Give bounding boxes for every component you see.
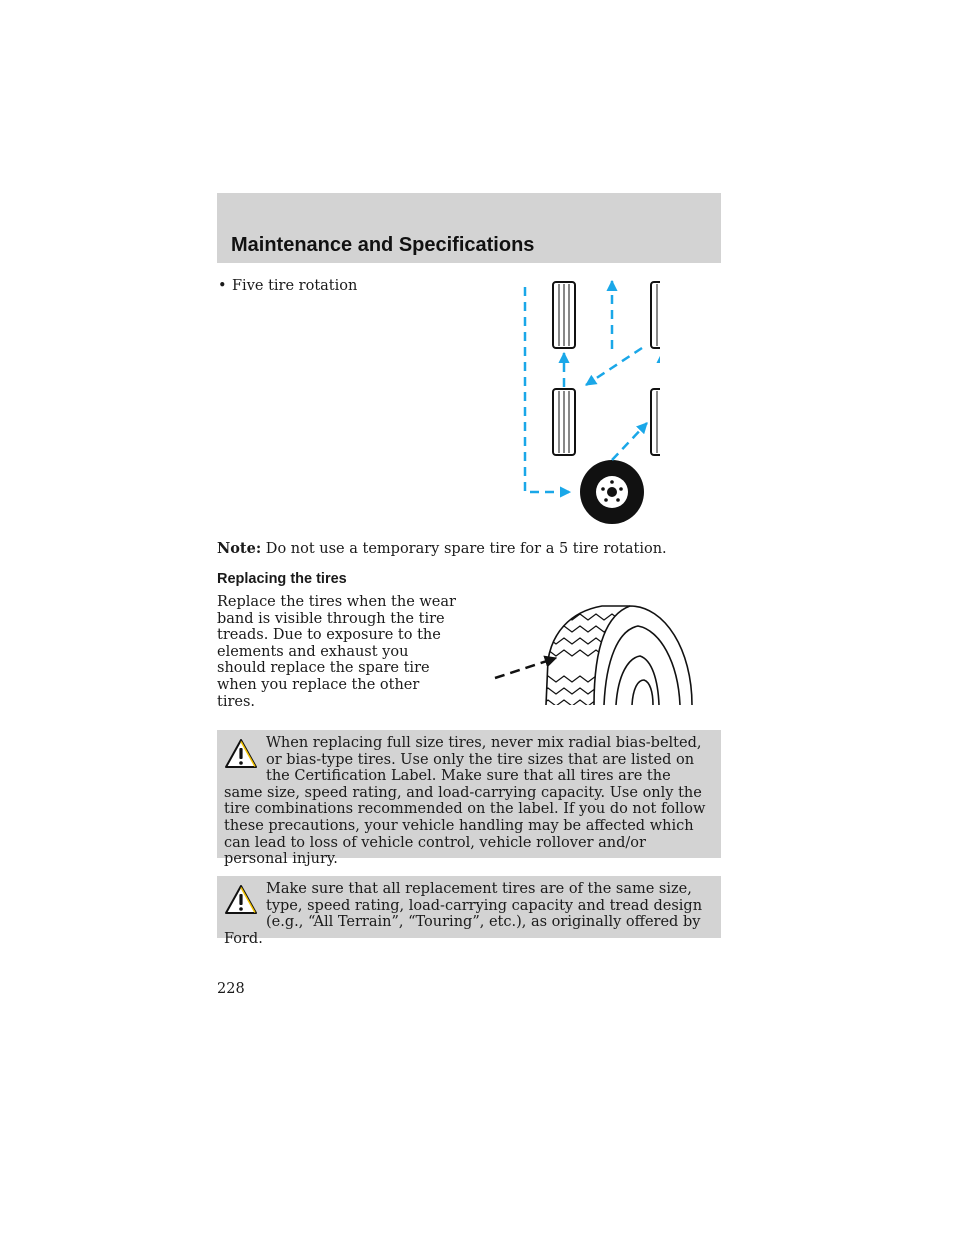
warning-text-1: When replacing full size tires, never mix radial bias-belted, or bias-type tires. Use only the tire sizes that are listed on the Certification Label. Make sure that all tires are the same size, speed rating, and load-carrying capacity. Use only the tire combinations recommended on the label. If you do not follow these precautions, your vehicle handling may be affected which can lead to loss of vehicle control, vehicle rollover and/or personal injury. [224,735,706,868]
replacing-paragraph: Replace the tires when the wear band is visible through the tire treads. Due to exposure to the elements and exhaust you should replace the spare tire when you replace the other tires. [217,594,456,710]
five-tire-rotation-diagram [490,275,660,530]
bullet-marker: • [218,278,227,294]
tire-front-left [553,282,575,348]
warning-triangle-icon [224,884,258,916]
warning-triangle-icon [224,738,258,770]
tire-tread-pattern [540,614,620,706]
note-text: Do not use a temporary spare tire for a 5 tire rotation. [261,541,667,557]
tire-wear-band-diagram [490,600,700,710]
note-label: Note: [217,540,262,557]
arrow-front-right-to-rear-left [586,348,642,385]
tire-rear-left [553,389,575,455]
section-heading-replacing-tires: Replacing the tires [217,571,347,587]
tire-rear-right [651,389,660,455]
note [217,540,737,558]
page-number: 228 [217,981,245,997]
warning-text-2: Make sure that all replacement tires are of the same size, type, speed rating, load-carrying capacity and tread design (e.g., “All Terrain”, “Touring”, etc.), as originally offered by Ford. [224,881,703,947]
arrow-spare-to-rear-right [612,423,647,460]
tire-front-right [651,282,660,348]
bullet-five-tire-rotation [218,277,357,295]
page-title: Maintenance and Specifications [231,234,535,256]
warning-box-tire-mixing [217,730,721,868]
spare-tire [580,460,644,524]
header-band [217,193,721,263]
bullet-text: Five tire rotation [232,278,358,294]
tire-outline [546,606,692,705]
warning-box-replacement-match [217,876,721,947]
